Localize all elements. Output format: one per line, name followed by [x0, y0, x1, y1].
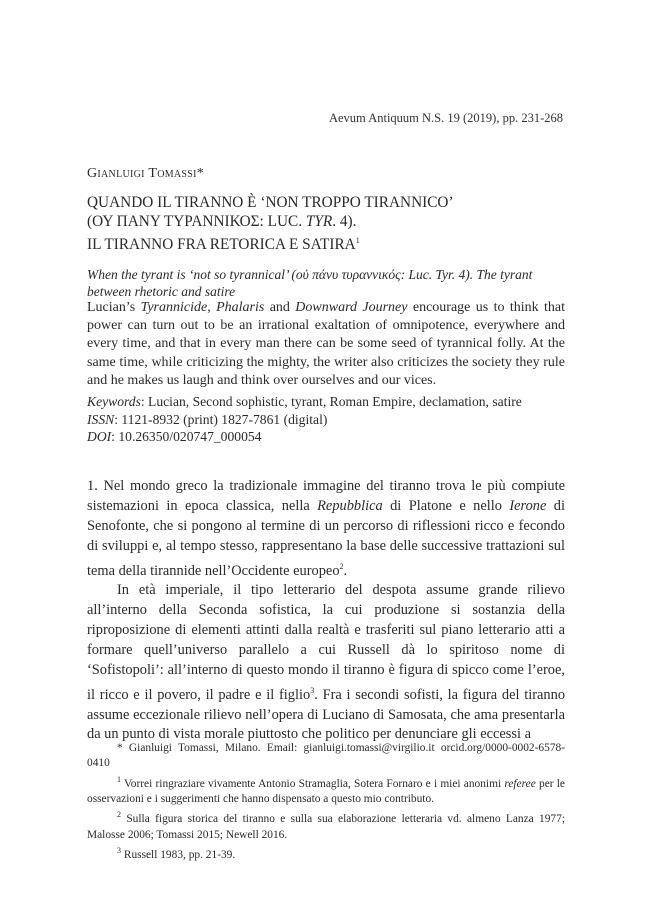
footnote-seg: per le osservazioni e i suggerimenti che hanno dispensato a questo mio contributo.	[87, 777, 565, 806]
footnote-seg: Sulla figura storica del tiranno e sulla sua elaborazione letteraria vd. almeno Lanza 1977; Malosse 2006; Tomassi 2015; Newell 2016.	[87, 813, 565, 841]
running-head: Aevum Antiquum N.S. 19 (2019), pp. 231-268	[328, 111, 563, 125]
title-footnote-marker[interactable]: 1	[355, 236, 360, 245]
body-seg: . Fra i secondi sofisti, la figura del tiranno assume eccezionale rilievo nell’opera di Luciano di Samosata, che ama presentarla da un punto di vista morale piuttosto che politico per denunciare gli eccessi a	[87, 686, 566, 743]
title-line-2-end: . 4).	[332, 213, 357, 230]
body-seg: di Senofonte, che si pongono al termine di un percorso di riflessioni ricco e fecondo di sviluppi e, al tempo stesso, rappresentano la base delle successive trattazioni sul tema della tirannide nell’Occidente europeo	[87, 497, 565, 579]
footnote-2	[87, 807, 565, 843]
footnote-number: 3	[117, 846, 121, 856]
footnote-number: 2	[117, 810, 121, 820]
abstract-seg: and	[264, 300, 296, 315]
abstract-work-title: Tyrannicide	[140, 300, 208, 315]
body-seg: .	[343, 562, 348, 579]
author-name: Gianluigi Tomassi*	[87, 166, 205, 181]
doi-value[interactable]: : 10.26350/020747_000054	[111, 429, 262, 444]
keywords-value: : Lucian, Second sophistic, tyrant, Roman Empire, declamation, satire	[140, 394, 522, 409]
footnote-author: * Gianluigi Tomassi, Milano. Email: gianluigi.tomassi@virgilio.it orcid.org/0000-0002-6578-0410	[87, 742, 565, 770]
footnote-3	[87, 843, 565, 863]
title-line-2-text: (ΟΥ ΠΑΝΥ ΤΥΡΑΝΝΙΚΟΣ: LUC.	[87, 213, 306, 230]
article-title	[87, 193, 567, 254]
footnote-marker-2[interactable]: 2	[339, 561, 344, 571]
abstract-work-title: Phalaris	[216, 300, 265, 315]
doi-label: DOI	[87, 429, 112, 444]
footnote-marker-3[interactable]: 3	[310, 685, 315, 695]
footnote-italic: referee	[504, 777, 536, 790]
footnote-1	[87, 772, 565, 808]
title-line-3-text: IL TIRANNO FRA RETORICA E SATIRA	[87, 236, 356, 254]
issn-label: ISSN	[87, 411, 115, 427]
abstract-work-title: Downward Journey	[295, 300, 408, 315]
footnote-number: 1	[117, 774, 121, 784]
body-seg: di Platone e nello	[382, 497, 510, 514]
issn-line	[87, 411, 565, 429]
abstract-seg: Lucian’s	[87, 300, 141, 315]
body-work-title: Ierone	[509, 497, 547, 514]
title-line-1	[87, 193, 567, 212]
keywords-label: Keywords	[87, 394, 141, 409]
abstract-title: When the tyrant is ‘not so tyrannical’ (οὐ πάνυ τυραννικός: Luc. Tyr. 4). The tyrant between rhetoric and satire	[87, 267, 533, 299]
footnotes	[87, 741, 565, 863]
body-paragraph-2	[87, 581, 565, 745]
abstract-seg: ,	[207, 300, 217, 315]
title-line-3	[87, 231, 567, 254]
abstract-seg: encourage us to think that power can turn out to be an irrational exaltation of omnipotence, everywhere and every time, and that in every man there can be some seed of tyrannical folly. At the same time, while criticizing the mighty, the writer also criticizes the society they rule and he makes us laugh and think over ourselves and our vices.	[87, 300, 565, 388]
body-seg: In età imperiale, il tipo letterario del despota assume grande rilievo all’interno della Seconda sofistica, la cui produzione si sostanzia della riproposizione di elementi attinti dalla realtà e trasferiti sul piano letterario atti a formare quell’universo parallelo a cui Russell dà lo spiritoso nome di ‘Sofistopoli’: all’interno di questo mondo il tiranno è figura di spicco come l’eroe, il ricco e il povero, il padre e il figlio	[87, 582, 565, 703]
footnote-seg: Vorrei ringraziare vivamente Antonio Stramaglia, Sotera Fornaro e i miei anonimi	[121, 777, 505, 790]
abstract-text	[87, 299, 565, 390]
title-line-2	[87, 212, 567, 231]
body-paragraph-1	[87, 477, 565, 581]
body-text	[87, 477, 565, 745]
title-line-2-italic: TYR	[305, 213, 333, 230]
footnote-seg: Russell 1983, pp. 21-39.	[121, 848, 236, 861]
body-work-title: Repubblica	[317, 497, 383, 514]
keywords-line	[87, 393, 565, 411]
title-line-1-text: QUANDO IL TIRANNO È ‘NON TROPPO TIRANNICO’	[87, 194, 454, 211]
issn-value: : 1121-8932 (print) 1827-7861 (digital)	[114, 411, 328, 427]
body-seg: 1. Nel mondo greco la tradizionale immagine del tiranno trova le più compiute sistemazioni in epoca classica, nella	[87, 478, 565, 514]
article-metadata	[87, 393, 565, 446]
doi-line	[87, 428, 565, 446]
